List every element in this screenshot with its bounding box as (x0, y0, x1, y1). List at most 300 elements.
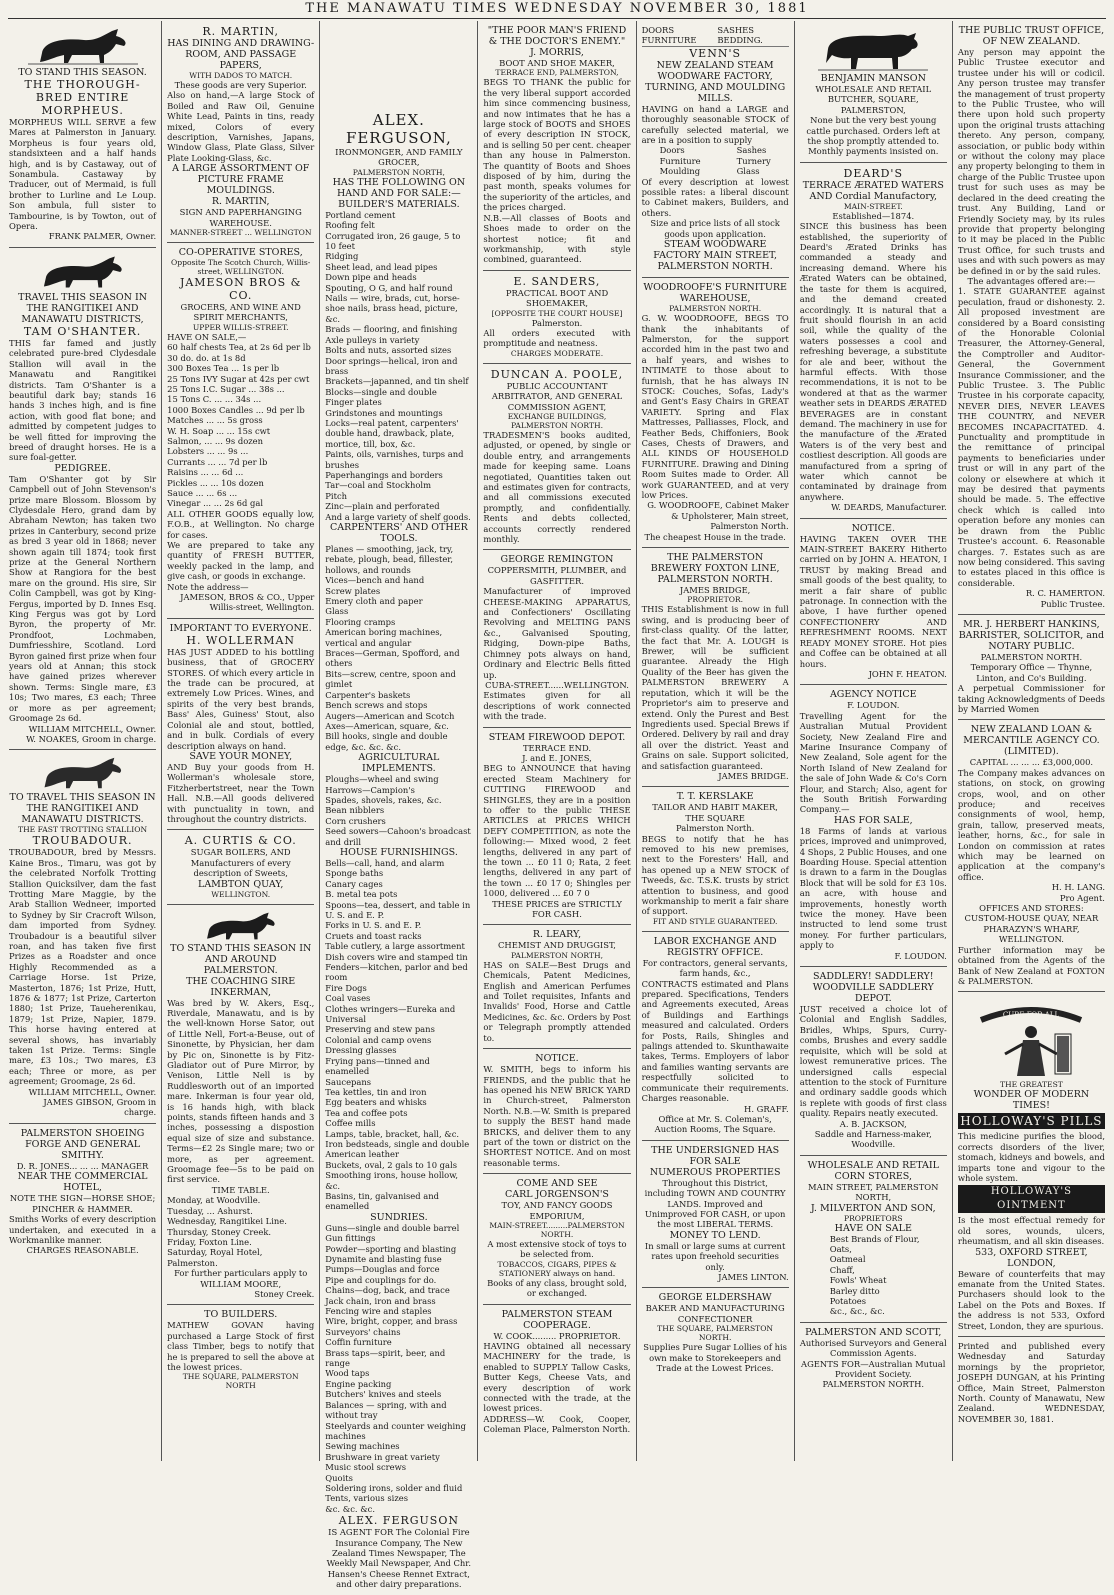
ad-poole (483, 364, 630, 551)
price-item: 1000 Boxes Candles ... 9d per lb (167, 404, 305, 415)
ad-title: WOODROOFE'S FURNITURE WAREHOUSE, (643, 282, 787, 305)
ad-body: JUST received a choice lot of Colonial and English Saddles, Bridles, Whips, Spurs, Curry-combs, Brushes and every saddle requisite, which will be sold at lowest remunerative prices. The undersigned calls especial attention to the stock of Furniture and ordinary saddle goods which is replete with goods of first class quality. Repairs neatly executed. (799, 1004, 947, 1119)
ad-body: Of every description at lowest possible rates: a liberal discount to Cabinet makers, Builders, and others. (641, 176, 789, 218)
price-item: Pickles ... ... 10s dozen (167, 477, 264, 488)
ad-capital: CAPITAL ... ... ... £3,000,000. (969, 757, 1094, 768)
price-item: 25 Tons I.C. Sugar ... 38s ... (167, 383, 285, 394)
ad-loudon (800, 685, 947, 967)
ad-prop: PROPRIETOR. (687, 595, 744, 605)
goods-item: Locks—real patent, carpenters' double hand, drawback, plate, mortice, till, box, &c. (325, 417, 459, 449)
goods-item: Coffin furniture (325, 1337, 392, 1348)
pills-label: HOLLOWAY'S PILLS (960, 1114, 1103, 1129)
ad-leary (483, 925, 630, 1049)
section-title: SUNDRIES. (370, 1211, 428, 1223)
ad-name: R. LEARY, (532, 929, 582, 941)
masthead: THE MANAWATU TIMES WEDNESDAY NOVEMBER 30, 1881 (8, 0, 1106, 19)
ad-headline: TAM O'SHANTER. (23, 324, 142, 338)
ad-owner: WILLIAM MITCHELL, Owner. (28, 1086, 157, 1097)
goods-grid (642, 145, 789, 176)
ad-agents: AGENTS FOR—Australian Mutual Provident Society. (801, 1358, 946, 1380)
ad-body: HAVING obtained all necessary MACHINERY for the trade, is enabled to SUPPLY Tallow Casks, Butter Kegs, Cheese Vats, and every description of work connected with the trade, at the lowest prices. (483, 1341, 631, 1414)
ad-brewery (642, 548, 789, 787)
ad-signature: JOHN F. HEATON. (868, 668, 947, 679)
goods-item: Oatmeal (829, 1254, 866, 1265)
ad-address: Office at Mr. S. Coleman's, Auction Rooms, The Square. (654, 1113, 776, 1135)
goods-item: Brushware in great variety (325, 1451, 440, 1462)
ad-headline: TROUBADOUR. (32, 834, 133, 848)
ad-street: MAIN-STREET. (843, 201, 903, 211)
goods-item: &c. &c. &c. (325, 1503, 376, 1514)
goods-item: Potatoes (829, 1296, 867, 1306)
ad-footer: THESE PRICES are STRICTLY FOR CASH. (492, 898, 622, 920)
ad-town: PALMERSTON NORTH. (822, 1379, 925, 1390)
ad-deards (800, 163, 947, 519)
ad-address: LAMBTON QUAY, (198, 878, 284, 890)
ad-body: CONTRACTS estimated and Plans prepared. Specifications, Tenders and Agreements executed, Areas of Buildings and Earthings measured and calculated. Orders for Posts, Rails, Shingles and palings attended to. Skunthawaite takes, Terms. Employers of labor and families wanting servants are respectfully solicited to communicate their requirements. Charges reasonable. (641, 978, 789, 1104)
ad-wollerman (167, 619, 314, 831)
goods-item: Pipe and couplings for do. (325, 1274, 437, 1285)
ad-title: BARRISTER, SOLICITOR, and NOTARY PUBLIC. (958, 629, 1105, 652)
ad-name: R. MARTIN, (202, 25, 280, 38)
goods-item: Glass (325, 606, 349, 617)
horse-icon (28, 27, 138, 65)
ad-top: IMPORTANT TO EVERYONE. (169, 622, 312, 634)
ad-coop: CO-OPERATIVE STORES, (178, 247, 303, 259)
ad-signature: A. B. JACKSON, (839, 1118, 907, 1129)
goods-item: Forks in U. S. and E. P. (325, 920, 422, 931)
ad-body: ALL OTHER GOODS equally low, F.O.B., at Wellington. No charge for cases. (167, 508, 315, 540)
goods-item: Roofing felt (325, 220, 375, 231)
goods-list (325, 210, 472, 522)
price-item: 25 Tons IVY Sugar at 42s per cwt (167, 373, 310, 384)
ad-trade: GROCERS, AND WINE AND SPIRIT MERCHANTS, (180, 302, 301, 323)
ad-names: J. and E. JONES, (522, 752, 592, 763)
ad-name: H. WOLLERMAN (186, 633, 296, 647)
ad-r-martin (167, 21, 314, 243)
horse-illustration (9, 27, 156, 65)
ad-trade: CHEMIST AND DRUGGIST, (498, 940, 616, 951)
ad-body: MORPHEUS WILL SERVE a few Mares at Palmerston in January. Morpheus is four years old, standsixteen and a half hands high, and is by Castaway, out of Sonambula. Castaway by Traducer, out of Mermaid, is full brother to Lurline and Le Loup. Son ambula, full sister to Tambourine, is by Towton, out of Opera. (9, 117, 157, 232)
price-item: W. H. Soap ... ... 15s cwt (167, 425, 271, 436)
ad-name: F. LOUDON. (847, 700, 900, 711)
ad-head: COME AND SEE (516, 1178, 598, 1190)
goods-item: Balances — spring, with and without tray (325, 1399, 447, 1421)
goods-item: Clothes wringers—Eureka and Universal (325, 1003, 456, 1025)
goods-item: Blocks—single and double (325, 386, 437, 397)
column-5 (637, 21, 795, 1461)
ad-name: ALEX. FERGUSON (338, 1514, 459, 1528)
goods-item: Oats, (829, 1243, 852, 1254)
ad-sale-body: 18 Farms of lands at various prices, improved and unimproved, 4 Shops, 2 Public Houses, and one Boarding House. Special attention is drawn to a farm in the Douglas Block that will be sold for £3 10s. an acre, with house and improvements, honestly worth twice the money. Have been instructed to lend some trust money. For further particulars, apply to (799, 825, 947, 951)
ad-town: PALMERSTON NORTH. (980, 651, 1083, 662)
timetable-row: Tuesday, ... Ashurst. (167, 1205, 253, 1216)
ad-name: JAMES BRIDGE, (679, 585, 751, 596)
pills-banner (958, 1113, 1105, 1129)
goods-item: Zinc—plain and perforated (325, 501, 440, 512)
goods-item: Axle pulleys in variety (325, 334, 420, 345)
ad-address: MAIN-STREET.........PALMERSTON NORTH. (489, 1220, 625, 1239)
price-item: Lobsters ... ... 9s ... (167, 446, 249, 457)
goddess-illustration-icon (971, 998, 1091, 1078)
goods-item: Spades, shovels, rakes, &c. (325, 794, 442, 805)
goods-item: Brackets—japanned, and tin shelf (325, 376, 469, 387)
ad-size-note: Size and price lists of all stock goods upon application. (650, 218, 780, 239)
price-item: 30 do. do. at 1s 8d (167, 352, 246, 363)
ad-offices: OFFICES AND STORES: CUSTOM-HOUSE QUAY, NEAR PHARAZYN'S WHARF, WELLINGTON. (964, 903, 1099, 945)
ad-headline: THE THOROUGH-BRED ENTIRE MORPHEUS. (24, 78, 141, 117)
ad-further: Further information may be obtained from the Agents of the Bank of New Zealand at FOXTON & PALMERSTON. (957, 944, 1105, 986)
price-list (167, 342, 314, 509)
goods-item: Portland cement (325, 209, 396, 220)
pedigree-body: Tam O'Shanter got by Sir Campbell out of John Stevenson's prize mare Blossom. Blossom by Clydesdale Hero, grand dam by Abraham Newton; has taken two prizes in Canterbury, second prize as bred 3 year old in 1868; never shown again till 1874; took first prize at the General Northern Show at Rangiora for the best mare on the ground. His sire, Sir Colin Campbell, was got by King-Fergus, imported by D. Innes Esq. King Fergus was got by Lord Byron, the property of Mr. Prondfoot, Lochmaben, Dumfriesshire, Scotland. Lord Byron gained first prize when four years old at Annan; this stock have gained prizes wherever shown. Terms: Single mare, £3 10s; Two mares, £3 each; Three or more as per agreement; Groomage 2s 6d. (9, 473, 157, 724)
ad-footer: CHARGES REASONABLE. (26, 1245, 139, 1256)
ad-address: THE SQUARE, PALMERSTON NORTH (182, 1372, 299, 1391)
ointment-banner (958, 1185, 1105, 1213)
ad-address: EXCHANGE BUILDINGS, PALMERSTON NORTH. (507, 411, 607, 430)
ad-jameson-bros (167, 243, 314, 619)
goods-item: Colonial and camp ovens (325, 1034, 432, 1045)
ad-kerslake (642, 787, 789, 931)
ad-body: All orders executed with promptitude and neatness. (483, 327, 631, 349)
ad-venn (642, 21, 789, 278)
goods-item: Doors (659, 145, 685, 156)
ad-body: Also on hand,—A large Stock of Boiled and Raw Oil, Genuine White Lead, Paints in tins, ready mixed, Colors of every description, Varnishes, Japans, Window Glass, Plate Glass, Silver Plate Looking-Glass, &c. (167, 90, 315, 163)
ad-title: NOTICE. (535, 1053, 579, 1065)
ad-owner: WILLIAM MOORE, (200, 1278, 282, 1289)
goods-item: Sponge baths (325, 868, 384, 879)
ad-head: SADDLERY! SADDLERY! (812, 971, 934, 983)
ad-body: A most extensive stock of toys to be selected from. (487, 1238, 627, 1260)
goods-item: Powder—sporting and blasting (325, 1243, 457, 1254)
ad-eldershaw (642, 1288, 789, 1378)
ad-body: Supplies Pure Sugar Lollies of his own make to Storekeepers and Trade at the Lowest Prices. (643, 1342, 787, 1373)
ad-title: TO BUILDERS. (204, 1309, 278, 1321)
ad-body: None but the very best young cattle purchased. Orders left at the shop promptly attended to. Monthly payments insisted on. (806, 115, 941, 157)
ad-trade: TERRACE ÆRATED WATERS AND Cordial Manufactory, (802, 179, 944, 202)
ad-signature-line: Saddle and Harness-maker, Woodville. (814, 1128, 932, 1150)
ad-address: UPPER WILLIS-STREET. (192, 322, 289, 332)
ad-body: AND Buy your goods from H. Wollerman's wholesale store, Fitzherbertstreet, near the Town Hall. N.B.—All goods delivered with punctuality in town, and throughout the country districts. (167, 761, 315, 824)
ad-trade: NEW ZEALAND STEAM WOODWARE FACTORY, TURNING, AND MOULDING MILLS. (645, 59, 786, 104)
goods-item: Basins, tin, galvanised and enamelled (325, 1190, 440, 1212)
goods-item: Saucepans (325, 1076, 372, 1087)
goods-item: &c., &c., &c. (829, 1306, 885, 1317)
goods-item: Buckets, oval, 2 gals to 10 gals (325, 1159, 458, 1170)
timetable-title: TIME TABLE. (211, 1184, 270, 1195)
goods-item: Sewing machines (325, 1441, 400, 1452)
goods-item: Coal vases (325, 993, 371, 1004)
ad-body: This medicine purifies the blood, corrects disorders of the liver, stomach, kidneys and bowels, and imparts tone and vigour to the whole system. (957, 1131, 1105, 1183)
ad-signature: JAMESON, BROS & CO., Upper Willis-street, Wellington. (180, 592, 315, 613)
ad-sale-title: HAS FOR SALE, (833, 814, 913, 826)
ad-name: BENJAMIN MANSON (820, 73, 926, 84)
goods-item: Seed sowers—Cahoon's broadcast and drill (325, 826, 471, 847)
goods-item: Paints, oils, varnishes, turps and brushes (325, 449, 464, 470)
ad-title: AGENCY NOTICE (829, 689, 917, 701)
price-item: Vinegar ... ... 2s 6d gal (167, 498, 264, 509)
ad-trade: SIGN AND PAPERHANGING WAREHOUSE. (179, 207, 302, 228)
goods-item: Turnery (736, 155, 771, 166)
goods-item: Vices—bench and hand (325, 575, 425, 586)
ad-name: MR. J. HERBERT HANKINS, (963, 618, 1100, 630)
ad-footer: STEAM WOODWARE FACTORY MAIN STREET, PALMERSTON NORTH. (653, 239, 777, 273)
ad-heaton (800, 519, 947, 686)
goods-item: Fenders—kitchen, parlor and bed room (325, 962, 468, 983)
ad-inkerman (167, 905, 314, 1306)
ad-trade: SUGAR BOILERS, AND Manufacturers of every description of Sweets, (190, 847, 291, 879)
goods-item: Carpenter's baskets (325, 689, 411, 700)
ad-trade: BOOT AND SHOE MAKER, (499, 58, 615, 68)
ad-body: TROUBADOUR, bred by Messrs. Kaine Bros., Timaru, was got by the celebrated Norfolk Trotting Stallion Quicksilver, dam the fast Trotting Mare Maggie, by the Arab Stallion Wedneer, imported to Sydney by Sir Cracroft Wilson, dam imported from Sydney. Troubadour is a beautiful silver roan, and has taken five first Prizes as a Roadster and once Highly Recommended as a Carriage Horse. 1st Prize, Masterton, 1876; 1st Prize, Hutt, 1876 & 1877; 1st Prize, Carterton 1880; 1st Prize, Taueherenikau, 1879; 1st Prize, Napier, 1879. This horse having entered at several shows, has invariably taken 1st Prize. Terms: Single mare, £3 10s.; Two mares, £3 each; Three or more, as per agreement; Groomage, 2s 6d. (9, 847, 157, 1087)
ad-prop: PROPRIETORS (843, 1213, 903, 1223)
ad-body: Was bred by W. Akers, Esq., Riverdale, Manawatu, and is by the well-known Horse Sator, out of Little Nell, Fort-a-Beuse, out of Sinonette, by Physician, her dam by Pic on, Sinonette is by Fitz-Gladiator out of Pure Mirror, by Venison, Little Nell is by Ruddlesworth out of an imported mare. Inkerman is four year old, is 16 hands high, with black points, stands fifteen hands and 3 inches, possessing a dispostion equal size of size and substance. Terms—£2 2s Single mare; two or more, as per agreement. Groomage fee—5s to be paid on first service. (167, 997, 315, 1185)
pedigree-title: PEDIGREE. (54, 462, 111, 474)
goods-item: Surveyors' chains (325, 1326, 401, 1337)
ad-manager: D. R. JONES... ... ... MANAGER (16, 1160, 149, 1171)
ad-address: TERRACE END, PALMERSTON, (495, 68, 619, 78)
ad-money-title: MONEY TO LEND. (669, 1229, 761, 1241)
ad-name: DEARD'S (843, 166, 903, 180)
goods-item: Bean nibblers (325, 805, 385, 816)
goods-item: Screw plates (325, 585, 381, 596)
ad-body: TRADESMEN'S books audited, adjusted, or opened, by single or double entry, and arrangements made for keeping same. Loans negotiated, Quantities taken out and estimates given for contracts, and all commissions executed promptly, and confidentially. Rents and debts collected, accounts correctly rendered monthly. (483, 429, 631, 545)
ad-name: GEORGE ELDERSHAW (658, 1292, 772, 1304)
ad-name: W. COOK......... PROPRIETOR. (493, 1330, 621, 1341)
ad-tagline: TO STAND THIS SEASON. (18, 67, 147, 78)
goods-item: Bench screws and stops (325, 700, 428, 711)
ad-body: Throughout this District, including TOWN AND COUNTRY LANDS. Improved and Unimproved FOR CASH, or upon the most LIBERAL TERMS. (644, 1177, 786, 1230)
goods-list (325, 544, 472, 752)
ad-note: Note the address— (167, 581, 249, 592)
ad-subtag: THE FAST TROTTING STALLION (18, 825, 148, 835)
price-item: Currants ... ... 7d per lb (167, 456, 268, 467)
ad-holloway (958, 992, 1105, 1337)
goods-item: Gun fittings (325, 1233, 376, 1244)
ad-name: CARL JORGENSON'S (505, 1189, 609, 1201)
ad-city: WELLINGTON. (211, 889, 271, 899)
goods-item: Down pipe and heads (325, 272, 417, 283)
ad-footer: FIT AND STYLE GUARANTEED. (652, 916, 778, 926)
ad-agent: IS AGENT FOR The Colonial Fire Insurance Company, The New Zealand Times Newspaper, The Weekly Mail Newspaper, And Chr. Hansen's Cheese Rennet Extract, and other dairy preparations. (326, 1527, 472, 1590)
ad-name: JAMESON BROS & CO. (179, 276, 302, 303)
goods-item: Chains—dog, back, and trace (325, 1285, 450, 1296)
ad-jorgenson (483, 1174, 630, 1304)
section-title: AGRICULTURAL IMPLEMENTS. (358, 752, 440, 775)
goods-item: Brass taps—spirit, beer, and range (325, 1347, 446, 1369)
ad-tobacco: TOBACCOS, CIGARS, PIPES & STATIONERY always on hand. (497, 1259, 617, 1278)
goods-item: Preserving and stew pans (325, 1024, 435, 1035)
ad-trade: PRACTICAL BOOT AND SHOEMAKER, (505, 287, 609, 309)
goods-item: Furniture (659, 155, 701, 166)
ad-body: MATHEW GOVAN having purchased a Large Stock of first class Timber, begs to notify that he is prepared to sell the above at the lowest prices. (167, 1320, 315, 1372)
ad-agent: Pro Agent. (1059, 892, 1105, 903)
goods-item: Grindstones and mountings (325, 407, 443, 418)
timetable-row: Thursday, Stoney Creek. (167, 1226, 272, 1237)
goods-item: Sashes (736, 145, 767, 156)
ad-body: We are prepared to take any quantity of FRESH BUTTER, weekly packed in the lamp, and give cash, or goods in exchange. (167, 540, 315, 582)
ad-name: A. CURTIS & CO. (184, 834, 297, 848)
ad-top-left: DOORS FURNITURE (641, 25, 697, 46)
goods-item: Dish covers wire and stamped tin (325, 951, 468, 962)
goods-item: Chaff, (829, 1264, 855, 1275)
goods-item: Corrugated iron, 26 gauge, 5 to 10 feet (325, 230, 461, 252)
goods-list (325, 1223, 472, 1514)
ad-tam-oshanter (9, 248, 156, 750)
ad-title: WHOLESALE AND RETAIL CORN STORES, (807, 1159, 939, 1182)
goods-item: Frying pans—tinned and enamelled (325, 1055, 430, 1077)
goods-item: And a large variety of shelf goods. (325, 511, 471, 522)
ad-address: 533, OXFORD STREET, LONDON, (975, 1246, 1088, 1269)
holloway-illustration (958, 998, 1105, 1078)
ad-body: Smiths Works of every description undertaken, and executed in a Workmanlike manner. (9, 1214, 157, 1245)
goods-item: Emery cloth and paper (325, 596, 423, 607)
ad-has: HAS THE FOLLOWING ON HAND AND FOR SALE:— (332, 176, 466, 199)
goods-item: Butchers' knives and steels (325, 1389, 442, 1400)
goods-item: Ridging (325, 251, 359, 262)
ad-hankins (958, 615, 1105, 720)
timetable-row: Monday, at Woodville. (167, 1195, 261, 1206)
ad-office: Temporary Office — Thynne, Linton, and Co's Building. (970, 662, 1093, 683)
goods-item: Bolts and nuts, assorted sizes (325, 345, 452, 356)
goods-item: Augers—American and Scotch (325, 710, 455, 721)
goods-item: Dynamite and blasting fuse (325, 1254, 442, 1264)
ad-top-right: SASHES BEDDING. (717, 25, 763, 46)
ad-body: BEG to ANNOUNCE that having erected Steam Machinery for CUTTING FIREWOOD and SHINGLES, they are in a position to offer to the public THESE ARTICLES at PRICES WHICH DEFY COMPETITION, as note the following:— Mixed wood, 2 feet lengths, delivered in any part of the town ... £0 11 0; Rata, 2 feet lengths, delivered in any part of the town ... £0 17 0; Shingles per 1000, delivered ... £0 7 0 (483, 763, 631, 899)
ad-head: THE UNDERSIGNED HAS FOR SALE (651, 1144, 780, 1167)
ad-apply: For further particulars apply to (174, 1268, 308, 1279)
goods-item: Flooring cramps (325, 616, 396, 627)
ad-established: Established—1874. (832, 210, 915, 221)
goods-item: Fowls' Wheat (829, 1275, 887, 1286)
ad-greatest: THE GREATEST (999, 1080, 1063, 1090)
goods-item: Spoons—tea, dessert, and table in U. S. and E. P. (325, 899, 471, 920)
ad-town: PALMERSTON NORTH, (510, 950, 604, 960)
ad-signature: JAMES BRIDGE. (718, 770, 789, 781)
goods-item: American boring machines, vertical and angular (325, 627, 443, 648)
price-item: Salmon, ... ... 9s dozen (167, 435, 264, 446)
ad-signature: R. C. HAMERTON. (1025, 588, 1105, 599)
ad-signature: H. GRAFF. (744, 1103, 789, 1114)
ad-sub: THE COACHING SIRE INKERMAN, (186, 975, 296, 998)
ad-trade: WHOLESALE AND RETAIL BUTCHER, SQUARE, PALMERSTON, (815, 84, 932, 115)
ad-trade: Authorised Surveyors and General Commission Agents. (799, 1337, 947, 1359)
goods-item: Wire, bright, copper, and brass (325, 1316, 458, 1327)
ad-brick-notice (483, 1049, 630, 1174)
goods-item: Engine packing (325, 1378, 392, 1389)
ad-title: NUMEROUS PROPERTIES (649, 1166, 781, 1178)
ad-title: THE PALMERSTON BREWERY FOXTON LINE, PALMERSTON NORTH. (650, 552, 780, 586)
ad-advantages: The advantages offered are:— (967, 275, 1096, 286)
ad-nb: N.B.—All classes of Boots and Shoes made to order on the shortest notice; fit and workmanship, with style combined, guaranteed. (483, 212, 631, 265)
goods-item: Guns—single and double barrel (325, 1222, 460, 1233)
ad-town: PALMERSTON NORTH. (669, 304, 762, 314)
ad-groom: W. NOAKES, Groom in charge. (26, 733, 157, 744)
ad-nz-loan (958, 720, 1105, 992)
ad-footer: The cheapest House in the trade. (644, 531, 786, 542)
goods-item: Corn crushers (325, 815, 386, 826)
ad-trade: IRONMONGER, AND FAMILY GROCER, (335, 147, 463, 168)
ad-owner: FRANK PALMER, Owner. (48, 231, 157, 242)
goods-item: Jack chain, iron and brass (325, 1295, 436, 1306)
goods-item: Tea and coffee pots (325, 1107, 408, 1118)
ad-cooperage (483, 1305, 630, 1440)
ad-town: PALMERSTON NORTH, (352, 167, 445, 177)
ad-title: NOTICE. (851, 522, 895, 534)
goods-list (800, 1234, 947, 1317)
ad-body: HAS JUST ADDED to his bottling business, that of GROCERY STORES. Of which every article in the trade can be procured, at extremely Low Prices. Wines, and spirits of the very best brands, Bass' Ales, Guiness' Stout, also Colonial ale and stout, bottled, and in bulk. Cordials of every description always on hand. (167, 646, 315, 751)
ad-trade: BAKER AND MANUFACTURING CONFECTIONER (645, 1303, 785, 1324)
timetable-row: Wednesday, Rangitikei Line. (167, 1216, 287, 1227)
goods-item: Bill hooks, single and double edge, &c. &c. &c. (325, 731, 448, 752)
ad-title: WOODVILLE SADDLERY DEPOT. (812, 982, 934, 1005)
goods-item: Door springs—helical, iron and brass (325, 355, 458, 376)
goods-item: American leather (325, 1149, 399, 1160)
ad-line: WITH DADOS TO MATCH. (189, 71, 293, 80)
goods-item: Planes — smoothing, jack, try, rebate, plough, bead, fillester, hollows, and rounds (325, 544, 454, 575)
ad-books: Books of any class, brought sold, or exchanged. (487, 1277, 627, 1299)
ointment-label: HOLLOWAY'S OINTMENT (990, 1186, 1073, 1212)
ad-warning: Beware of counterfeits that may emanate from the United States. Purchasers should look to the Label on the Pots and Boxes. If the address is not 533, Oxford Street, London, they are spurious. (957, 1268, 1105, 1331)
goods-item: Canary cages (325, 878, 383, 889)
column-2 (162, 21, 320, 1461)
goods-item: Egg beaters and whisks (325, 1097, 427, 1108)
ad-remington (483, 550, 630, 727)
goods-list (325, 858, 472, 1212)
goods-item: Tents, various sizes (325, 1493, 408, 1504)
ad-name: GEORGE REMINGTON (500, 554, 614, 566)
ad-body: HAVING on hand a LARGE and thoroughly seasonable STOCK of carefully selected material, we are in a position to supply (641, 103, 789, 146)
goods-item: Brads — flooring, and finishing (325, 324, 458, 335)
ad-body: HAVING TAKEN OVER THE MAIN-STREET BAKERY Hitherto carried on by JOHN A. HEATON, I TRUST by making Bread and small goods of the best quality, to merit a fair share of public patronage. In connection with the above, I have further opened CONFECTIONERY AND REFRESHMENT ROOMS. NEXT READY MONEY STORE. Hot pies and Coffee can be obtained at all hours. (799, 533, 947, 669)
goods-item: Fencing wire and staples (325, 1306, 432, 1317)
ad-have: HAVE ON SALE (834, 1222, 912, 1234)
bull-icon (818, 27, 928, 71)
goods-item: Cruets and toast racks (325, 930, 422, 941)
ad-name: E. SANDERS, (513, 274, 601, 288)
ad-line: HAS DINING AND DRAWING-ROOM, AND PASSAGE PAPERS, (167, 38, 315, 71)
ad-money-body: In small or large sums at current rates upon freehold securities only. (644, 1240, 786, 1272)
ad-owner: WILLIAM MITCHELL, Owner. (28, 723, 157, 734)
ad-morris (483, 21, 630, 271)
ad-public-trust (958, 21, 1105, 615)
ad-troubadour (9, 750, 156, 1124)
ad-points: 1. STATE GUARANTEE against peculation, fraud or dishonesty. 2. All proposed investment are considered by a Board consisting of the Honorable Colonial Treasurer, the Attorney-General, the Comptroller and Auditor-General, the Government Insurance Commissioner, and the Public Trustee. 3. The Public Trustee in his corporate capacity, NEVER DIES, NEVER LEAVES THE COUNTRY, and NEVER BECOMES INCAPACITATED. 4. Punctuality and promptitude in the remittance of principal payments to beneficiaries under trust or will in any part of the colony or elsewhere at which it may be desired that payments should be made. 5. The effective check which is called into operation before any monies can be drawn from the Public Trustee's account. 6. Reasonable charges. 7. Estates such as are now being considered. This saving to estates placed in this office is considerable. (957, 286, 1105, 588)
goods-item: Best Brands of Flour, (829, 1233, 920, 1244)
ad-estimates: Estimates given for all descriptions of work connected with the trade. (483, 690, 631, 722)
ad-name: PALMERSTON AND SCOTT, (805, 1326, 942, 1338)
goods-item: Iron bedsteads, single and double (325, 1138, 470, 1149)
ad-address: MANNER-STREET ... WELLINGTON (169, 228, 312, 238)
ad-title: PALMERSTON STEAM COOPERAGE. (501, 1308, 613, 1331)
horse-icon (196, 911, 286, 941)
goods-column (660, 145, 701, 176)
ad-signature: JAMES LINTON. (718, 1271, 789, 1282)
price-item: 60 half chests Tea, at 2s 6d per lb (167, 342, 311, 353)
ad-name: R. MARTIN, (211, 196, 270, 208)
goods-item: Music stool screws (325, 1462, 407, 1473)
column-1 (4, 21, 162, 1461)
ad-wonder: WONDER OF MODERN TIMES! (973, 1089, 1090, 1112)
ad-place: Stoney Creek. (254, 1288, 315, 1299)
goods-item: Tea kettles, tin and iron (325, 1086, 427, 1097)
goods-item: B. metal tea pots (325, 889, 398, 900)
goods-item: Coffee mills (325, 1118, 376, 1129)
timetable-row: Friday, Foxton Line. (167, 1236, 252, 1247)
holloway-banner: CURE FOR ALL (1003, 1011, 1060, 1020)
ad-sign-note: NOTE THE SIGN—HORSE SHOE; PINCHER & HAMMER. (9, 1193, 156, 1214)
ad-tagline: TRAVEL THIS SEASON IN THE RANGITIKEI AND MANAWATU DISTRICTS, (18, 291, 148, 325)
ad-tagline: TO TRAVEL THIS SEASON IN THE RANGITIKEI AND MANAWATU DISTRICTS. (9, 792, 156, 826)
